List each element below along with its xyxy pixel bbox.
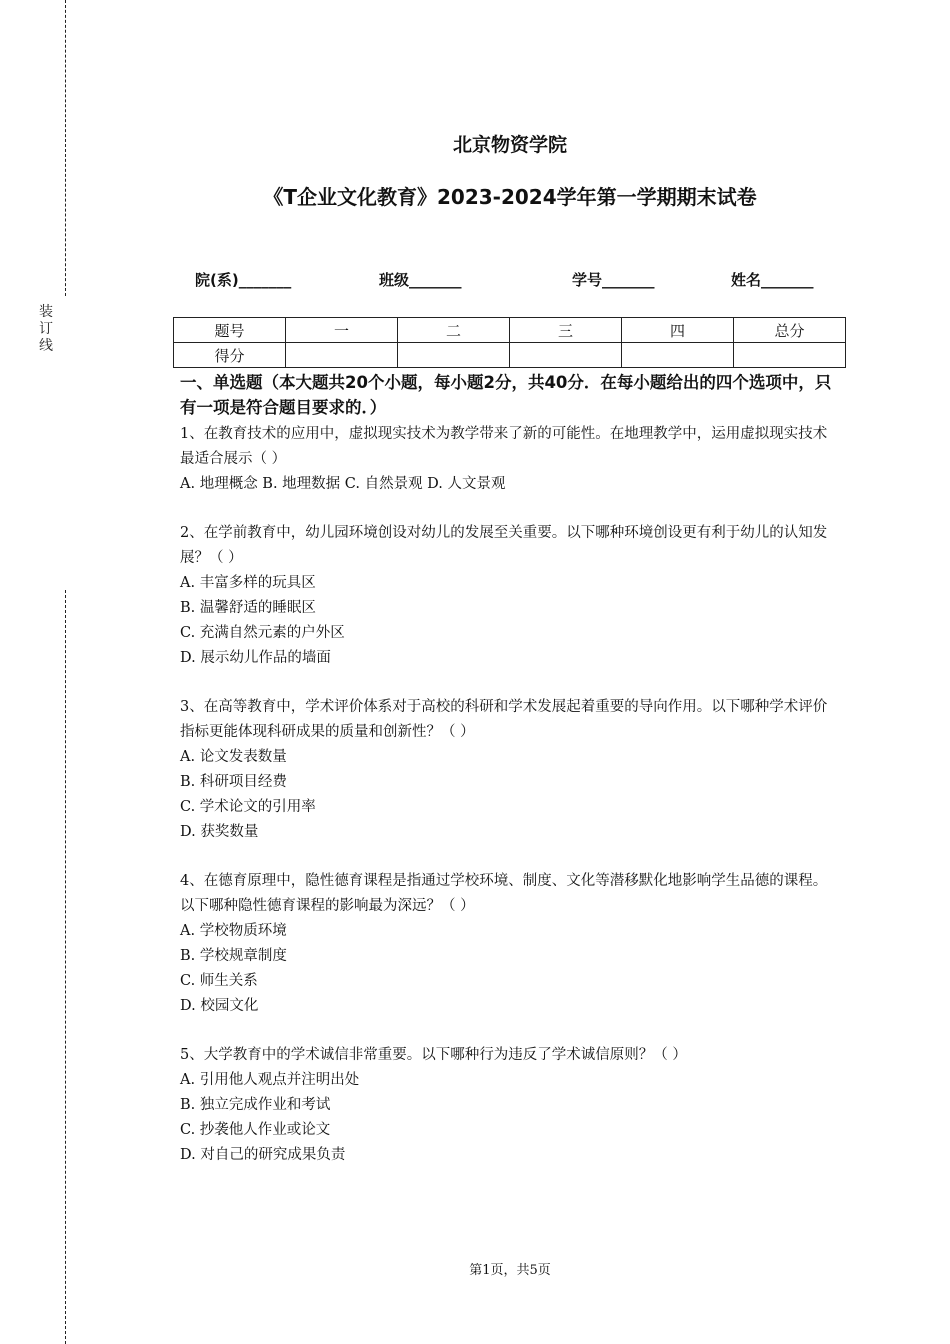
option-c: C. 抄袭他人作业或论文 (180, 1122, 331, 1138)
score-table-score-row (174, 343, 846, 368)
question-stem: 5、大学教育中的学术诚信非常重要。以下哪种行为违反了学术诚信原则？（ ） (180, 1047, 687, 1063)
question-1 (180, 422, 840, 497)
question-stem: 2、在学前教育中，幼儿园环境创设对幼儿的发展至关重要。以下哪种环境创设更有利于幼儿的认知发展？（ ） (180, 525, 828, 566)
option-b: B. 独立完成作业和考试 (180, 1097, 331, 1113)
option-d: D. 获奖数量 (180, 824, 259, 840)
class-field[interactable]: 班级_______ (379, 271, 462, 289)
score-table-cell: 一 (286, 318, 398, 343)
score-table-cell: 二 (398, 318, 510, 343)
name-field[interactable]: 姓名_______ (731, 271, 814, 289)
option-a: A. 学校物质环境 (180, 923, 287, 939)
score-table-cell: 总分 (734, 318, 846, 343)
option-b: B. 温馨舒适的睡眠区 (180, 600, 316, 616)
score-table-header-row (174, 318, 846, 343)
section-heading: 一、单选题（本大题共20个小题，每小题2分，共40分．在每小题给出的四个选项中，只有一项是符合题目要求的．） (180, 373, 832, 417)
page-number: 第1页，共5页 (469, 1263, 551, 1278)
option-c: C. 学术论文的引用率 (180, 799, 316, 815)
school-name: 北京物资学院 (452, 134, 567, 156)
question-4 (180, 869, 840, 1019)
score-table-cell: 三 (510, 318, 622, 343)
option-d: D. 对自己的研究成果负责 (180, 1147, 346, 1163)
binding-line-bottom (65, 590, 66, 1344)
question-stem: 4、在德育原理中，隐性德育课程是指通过学校环境、制度、文化等潜移默化地影响学生品德的课程。以下哪种隐性德育课程的影响最为深远？（ ） (180, 873, 828, 914)
student-id-field[interactable]: 学号_______ (572, 271, 655, 289)
score-table-cell: 题号 (174, 318, 286, 343)
score-input-cell[interactable] (510, 343, 622, 368)
option-d: D. 展示幼儿作品的墙面 (180, 650, 331, 666)
option-d: D. 校园文化 (180, 998, 259, 1014)
option-b: B. 学校规章制度 (180, 948, 287, 964)
option-a: A. 丰富多样的玩具区 (180, 575, 316, 591)
score-input-cell[interactable] (622, 343, 734, 368)
option-c: C. 充满自然元素的户外区 (180, 625, 345, 641)
department-field[interactable]: 院(系)_______ (195, 271, 292, 289)
option-a: A. 引用他人观点并注明出处 (180, 1072, 360, 1088)
score-table (173, 317, 846, 368)
option-a: A. 论文发表数量 (180, 749, 287, 765)
exam-title: 《T企业文化教育》2023-2024学年第一学期期末试卷 (263, 185, 757, 209)
score-input-cell[interactable] (734, 343, 846, 368)
score-input-cell[interactable] (286, 343, 398, 368)
question-2 (180, 521, 840, 671)
binding-line-label: 装 订 线 (39, 304, 53, 354)
score-table-cell: 得分 (174, 343, 286, 368)
question-5 (180, 1043, 840, 1168)
score-input-cell[interactable] (398, 343, 510, 368)
score-table-cell: 四 (622, 318, 734, 343)
question-3 (180, 695, 840, 845)
question-stem: 1、在教育技术的应用中，虚拟现实技术为教学带来了新的可能性。在地理教学中，运用虚拟现实技术最适合展示（ ） (180, 426, 828, 467)
option-line: A. 地理概念 B. 地理数据 C. 自然景观 D. 人文景观 (180, 476, 506, 492)
exam-content (180, 370, 840, 1192)
option-b: B. 科研项目经费 (180, 774, 287, 790)
option-c: C. 师生关系 (180, 973, 258, 989)
question-stem: 3、在高等教育中，学术评价体系对于高校的科研和学术发展起着重要的导向作用。以下哪种学术评价指标更能体现科研成果的质量和创新性？（ ） (180, 699, 828, 740)
